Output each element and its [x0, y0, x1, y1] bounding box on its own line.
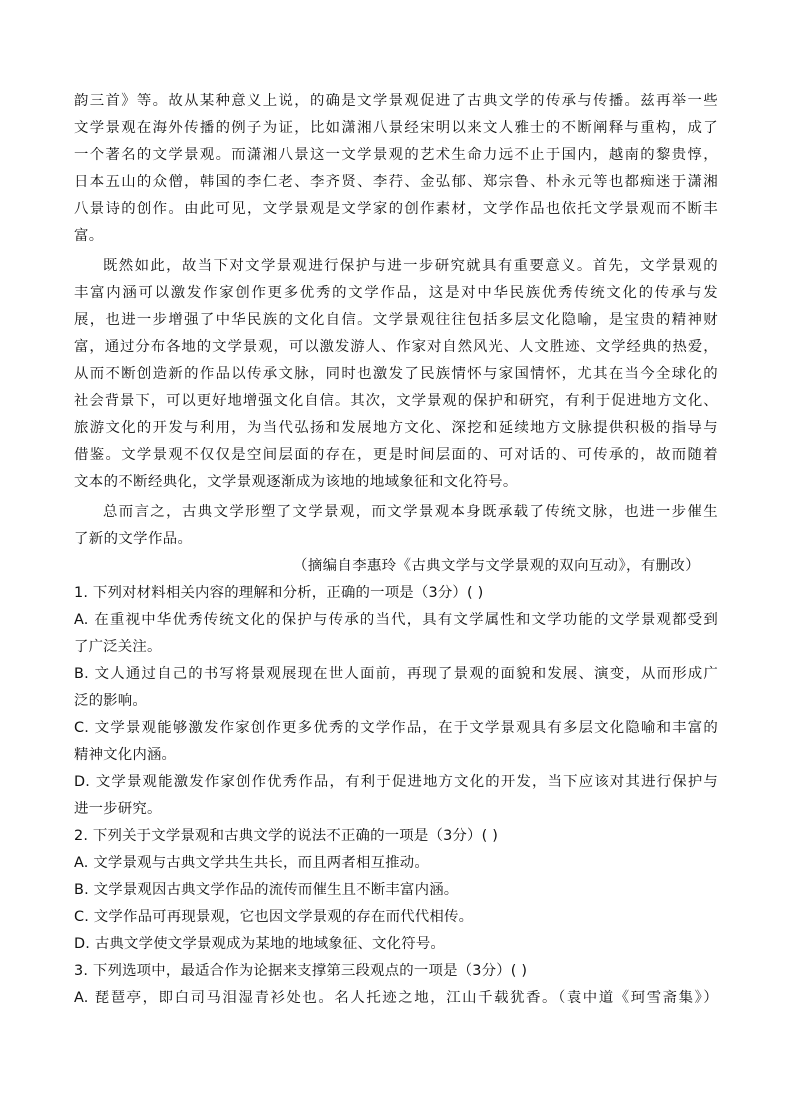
question-line: 3. 下列选项中，最适合作为论据来支撑第三段观点的一项是（3分）( ) — [74, 963, 528, 979]
question-line: D. 文学景观能激发作家创作优秀作品，有利于促进地方文化的开发，当下应该对其进行保护与 — [74, 774, 718, 790]
question-line: A. 在重视中华优秀传统文化的保护与传承的当代，具有文学属性和文学功能的文学景观都受到 — [74, 612, 718, 628]
passage-line: 富。 — [74, 228, 104, 244]
passage-line: 社会背景下，可以更好地增强文化自信。其次，文学景观的保护和研究，有利于促进地方文化、 — [74, 393, 718, 409]
passage-line: 文学景观在海外传播的例子为证，比如潇湘八景经宋明以来文人雅士的不断阐释与重构，成了 — [74, 120, 718, 136]
question-line: C. 文学作品可再现景观，它也因文学景观的存在而代代相传。 — [74, 909, 474, 925]
passage-line: 旅游文化的开发与利用，为当代弘扬和发展地方文化、深挖和延续地方文脉提供积极的指导与 — [74, 420, 718, 436]
question-line: 2. 下列关于文学景观和古典文学的说法不正确的一项是（3分）( ) — [74, 828, 499, 844]
passage-line: 从而不断创造新的作品以传承文脉，同时也激发了民族情怀与家国情怀，尤其在当今全球化的 — [74, 366, 718, 382]
passage-line: 丰富内涵可以激发作家创作更多优秀的文学作品，这是对中华民族优秀传统文化的传承与发 — [74, 285, 718, 301]
question-line: B. 文学景观因古典文学作品的流传而催生且不断丰富内涵。 — [74, 882, 459, 898]
passage-line: 既然如此，故当下对文学景观进行保护与进一步研究就具有重要意义。首先，文学景观的 — [103, 258, 718, 274]
passage-line: 总而言之，古典文学形塑了文学景观，而文学景观本身既承载了传统文脉，也进一步催生 — [103, 504, 718, 520]
question-line: 进一步研究。 — [74, 801, 162, 817]
question-line: 精神文化内涵。 — [74, 747, 177, 763]
question-line: 泛的影响。 — [74, 693, 147, 709]
passage-line: 了新的文学作品。 — [74, 531, 193, 547]
question-line: A. 琵琶亭，即白司马泪湿青衫处也。名人托迹之地，江山千载犹香。（袁中道《珂雪斋集》） — [74, 990, 718, 1006]
question-line: A. 文学景观与古典文学共生共长，而且两者相互推动。 — [74, 855, 429, 871]
question-line: C. 文学景观能够激发作家创作更多优秀的文学作品，在于文学景观具有多层文化隐喻和丰富的 — [74, 720, 718, 736]
passage-line: 借鉴。文学景观不仅仅是空间层面的存在，更是时间层面的、可对话的、可传承的，故而随着 — [74, 447, 718, 463]
passage-line: 八景诗的创作。由此可见，文学景观是文学家的创作素材，文学作品也依托文学景观而不断丰 — [74, 201, 718, 217]
passage-line: （摘编自李惠玲《古典文学与文学景观的双向互动》，有删改） — [293, 558, 700, 574]
passage-line: 日本五山的众僧，韩国的李仁老、李齐贤、李荇、金弘郁、郑宗鲁、朴永元等也都痴迷于潇湘 — [74, 174, 718, 190]
question-line: B. 文人通过自己的书写将景观展现在世人面前，再现了景观的面貌和发展、演变，从而形成广 — [74, 666, 718, 682]
question-line: 了广泛关注。 — [74, 639, 162, 655]
passage-line: 文本的不断经典化，文学景观逐渐成为该地的地域象征和文化符号。 — [74, 474, 518, 490]
passage-line: 富，通过分布各地的文学景观，可以激发游人、作家对自然风光、人文胜迹、文学经典的热爱， — [74, 339, 718, 355]
passage-line: 一个著名的文学景观。而潇湘八景这一文学景观的艺术生命力远不止于国内，越南的黎贵惇， — [74, 147, 718, 163]
question-line: 1. 下列对材料相关内容的理解和分析，正确的一项是（3分）( ) — [74, 585, 484, 601]
passage-line: 韵三首》等。故从某种意义上说，的确是文学景观促进了古典文学的传承与传播。兹再举一些 — [74, 93, 718, 109]
question-line: D. 古典文学使文学景观成为某地的地域象征、文化符号。 — [74, 936, 446, 952]
passage-line: 展，也进一步增强了中华民族的文化自信。文学景观往往包括多层文化隐喻，是宝贵的精神财 — [74, 312, 718, 328]
